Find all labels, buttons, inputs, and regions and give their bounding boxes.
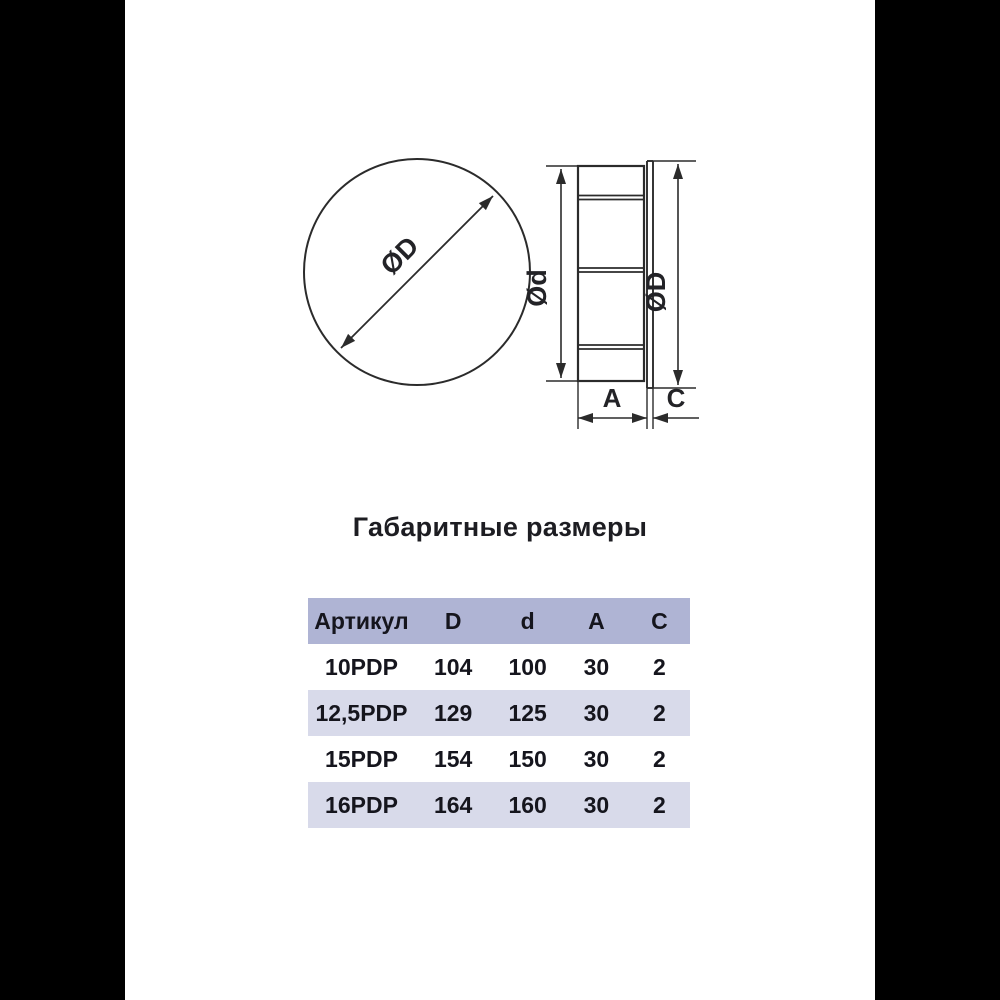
cell-C: 2	[653, 653, 666, 680]
cell-D: 164	[433, 791, 473, 818]
cell-D: 154	[433, 745, 473, 772]
cell-C: 2	[653, 699, 666, 726]
front-diameter-label: ØD	[374, 230, 425, 281]
cell-D: 129	[433, 699, 473, 726]
cell-article: 12,5PDP	[315, 699, 408, 726]
header-C: C	[651, 607, 668, 634]
cell-C: 2	[653, 791, 666, 818]
cell-article: 16PDP	[325, 791, 398, 818]
cell-A: 30	[583, 699, 610, 726]
cell-article: 10PDP	[325, 653, 398, 680]
cell-d: 160	[508, 791, 547, 818]
cell-A: 30	[583, 745, 610, 772]
table-header-row	[308, 598, 690, 644]
dimension-drawing	[280, 140, 720, 445]
front-view	[304, 159, 530, 385]
header-article: Артикул	[314, 607, 409, 634]
dimensions-table	[308, 598, 690, 828]
cell-d: 100	[508, 653, 547, 680]
cell-A: 30	[583, 653, 610, 680]
section-title: Габаритные размеры	[352, 512, 648, 542]
side-outer-diameter-label: ØD	[641, 271, 671, 313]
cell-d: 125	[508, 699, 547, 726]
table-row	[308, 690, 690, 736]
cell-d: 150	[508, 745, 547, 772]
cell-D: 104	[433, 653, 473, 680]
table-row	[308, 644, 690, 690]
header-D: D	[444, 607, 462, 634]
header-d: d	[520, 607, 535, 634]
cell-C: 2	[653, 745, 666, 772]
dim-c-label: C	[666, 383, 686, 413]
cell-article: 15PDP	[325, 745, 398, 772]
cell-A: 30	[583, 791, 610, 818]
duct-ribs	[578, 196, 644, 350]
table-row	[308, 736, 690, 782]
dim-a-label: A	[602, 383, 622, 413]
header-A: A	[588, 607, 605, 634]
diameter-arrow	[341, 196, 493, 348]
table-row	[308, 782, 690, 828]
side-inner-diameter-label: Ød	[522, 269, 552, 307]
